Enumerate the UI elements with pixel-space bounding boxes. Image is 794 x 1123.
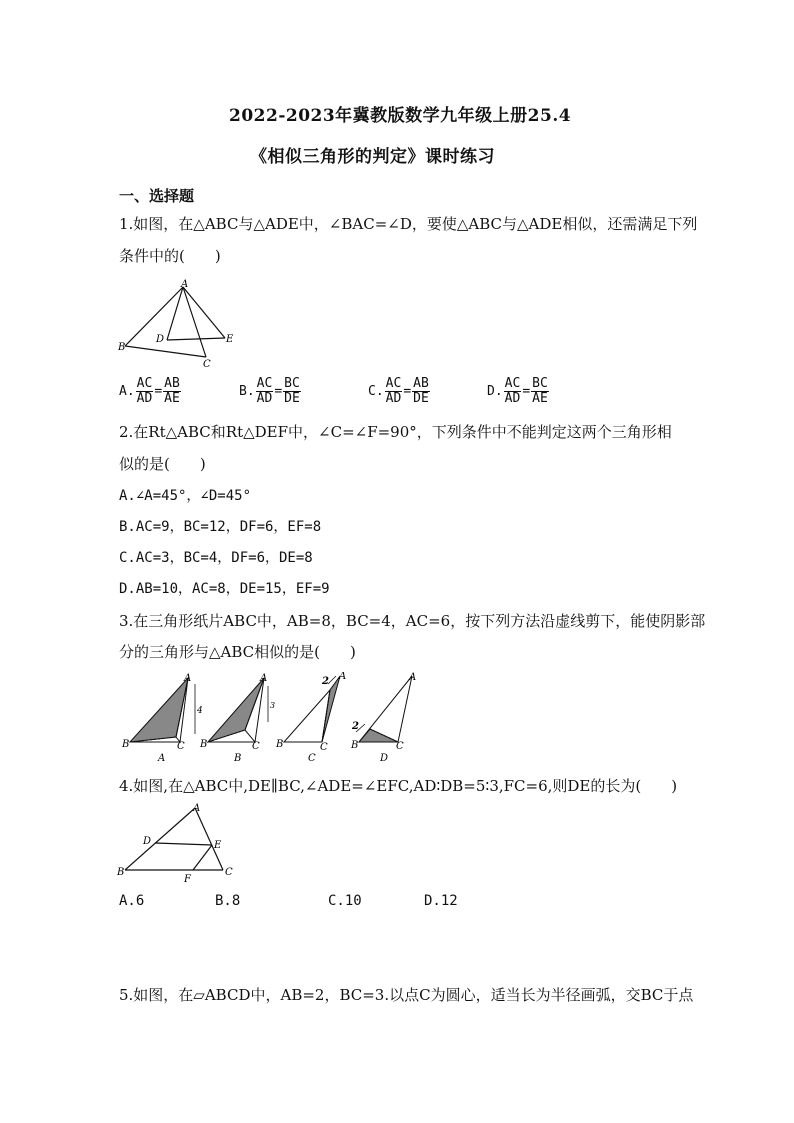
q1-option-c-f2-num: AB (413, 376, 429, 391)
q3-text-line2: 分的三角形与△ABC相似的是( ) (119, 643, 356, 661)
q3-fig-d-label-a: A (409, 672, 417, 683)
q1-option-c-f2-den: DE (413, 391, 429, 406)
q1-option-b (239, 377, 301, 406)
q3-fig-a-label-b: B (122, 739, 130, 750)
q1-option-b-f1-den: AD (256, 391, 273, 406)
q4-fig-label-d: D (143, 836, 152, 847)
q2-option-b: B.AC=9，BC=12，DF=6，EF=8 (119, 519, 322, 535)
q3-fig-d-caption: D (380, 753, 389, 764)
q1-text-line2: 条件中的( ) (119, 247, 221, 265)
q3-fig-a-caption: A (158, 753, 166, 764)
q4-option-a: A.6 (119, 893, 145, 909)
q2-option-d: D.AB=10，AC=8，DE=15，EF=9 (119, 581, 330, 597)
q3-fig-c-label-b: B (276, 739, 284, 750)
q4-option-d: D.12 (424, 893, 458, 909)
q4-fig-label-e: E (214, 840, 222, 851)
q1-option-c (368, 377, 430, 406)
q5-text-line1: 5.如图，在▱ABCD中，AB=2，BC=3.以点C为圆心，适当长为半径画弧，交BC于点 (119, 986, 694, 1004)
q4-fig-label-b: B (117, 867, 125, 878)
q1-fig-label-c: C (203, 359, 211, 368)
q4-fig-label-f: F (184, 874, 191, 882)
q1-option-d (487, 377, 549, 406)
q3-fig-b-caption: B (234, 753, 242, 764)
q1-option-a (119, 377, 181, 406)
q4-option-b: B.8 (215, 893, 241, 909)
q2-option-c: C.AC=3，BC=4，DF=6，DE=8 (119, 550, 313, 566)
doc-title-line2: 《相似三角形的判定》课时练习 (250, 147, 495, 167)
q4-fig-label-a: A (193, 803, 201, 814)
q1-option-d-f2-den: AE (532, 391, 548, 406)
q3-figures (118, 672, 418, 764)
q1-option-d-f1-den: AD (504, 391, 521, 406)
q1-option-b-eq: = (274, 384, 283, 399)
q1-option-d-eq: = (522, 384, 531, 399)
q1-option-a-f1-num: AC (136, 376, 153, 391)
q1-option-b-label: B. (239, 384, 255, 399)
q1-option-a-f2-den: AE (164, 391, 180, 406)
q3-fig-b-label-c: C (252, 741, 260, 752)
q4-text-line1: 4.如图,在△ABC中,DE∥BC,∠ADE=∠EFC,AD∶DB=5∶3,FC=6,则DE的长为( ) (119, 777, 678, 795)
q3-figure-c (275, 672, 346, 764)
q1-fig-label-e: E (226, 334, 234, 345)
doc-title-line1: 2022-2023年冀教版数学九年级上册25.4 (229, 106, 572, 126)
q3-fig-c-mark: 2 (322, 676, 329, 687)
q1-option-d-f1-num: AC (504, 376, 521, 391)
q3-fig-c-caption: C (308, 753, 316, 764)
q1-option-d-label: D. (487, 384, 503, 399)
q3-text-line1: 3.在三角形纸片ABC中，AB=8，BC=4，AC=6，按下列方法沿虚线剪下，能使阴影部 (119, 612, 706, 630)
q3-figure-b (199, 673, 275, 764)
q3-fig-d-mark: 2 (352, 721, 359, 732)
q1-figure (115, 278, 245, 368)
q1-option-a-f1-den: AD (136, 391, 153, 406)
q4-option-c: C.10 (328, 893, 362, 909)
q4-fig-label-c: C (225, 867, 233, 878)
q1-option-c-f1-num: AC (385, 376, 402, 391)
q3-fig-a-label-a: A (184, 673, 192, 684)
q3-figure-d (350, 672, 416, 764)
q3-fig-a-label-c: C (177, 741, 185, 752)
q3-fig-c-label-a: A (339, 672, 347, 682)
q1-option-c-label: C. (368, 384, 384, 399)
q2-text-line1: 2.在Rt△ABC和Rt△DEF中，∠C=∠F=90°，下列条件中不能判定这两个三角形相 (119, 423, 672, 441)
q1-fig-label-d: D (156, 334, 165, 345)
q1-option-b-f2-num: BC (284, 376, 300, 391)
q1-option-c-eq: = (403, 384, 412, 399)
q3-fig-b-label-b: B (200, 739, 208, 750)
q1-option-b-f2-den: DE (284, 391, 300, 406)
q1-option-a-eq: = (154, 384, 163, 399)
q1-text-line1: 1.如图，在△ABC与△ADE中，∠BAC=∠D，要使△ABC与△ADE相似，还需满足下列 (119, 215, 698, 233)
q1-option-b-f1-num: AC (256, 376, 273, 391)
q4-figure (115, 802, 245, 882)
q3-fig-c-label-c: C (320, 742, 328, 753)
q1-fig-label-a: A (181, 279, 189, 290)
q3-figure-a (121, 673, 203, 764)
q1-option-d-f2-num: BC (532, 376, 548, 391)
q3-fig-d-label-c: C (396, 741, 404, 752)
q3-fig-d-label-b: B (351, 740, 359, 751)
q3-fig-a-mark: 4 (197, 706, 203, 716)
q3-fig-b-label-a: A (260, 673, 268, 684)
section-heading: 一、选择题 (119, 187, 195, 205)
q1-option-a-f2-num: AB (164, 376, 180, 391)
q3-fig-b-mark: 3 (270, 701, 276, 710)
q2-option-a: A.∠A=45°，∠D=45° (119, 488, 252, 504)
q1-option-c-f1-den: AD (385, 391, 402, 406)
q1-fig-label-b: B (118, 342, 126, 353)
q2-text-line2: 似的是( ) (119, 455, 206, 473)
q1-option-a-label: A. (119, 384, 135, 399)
